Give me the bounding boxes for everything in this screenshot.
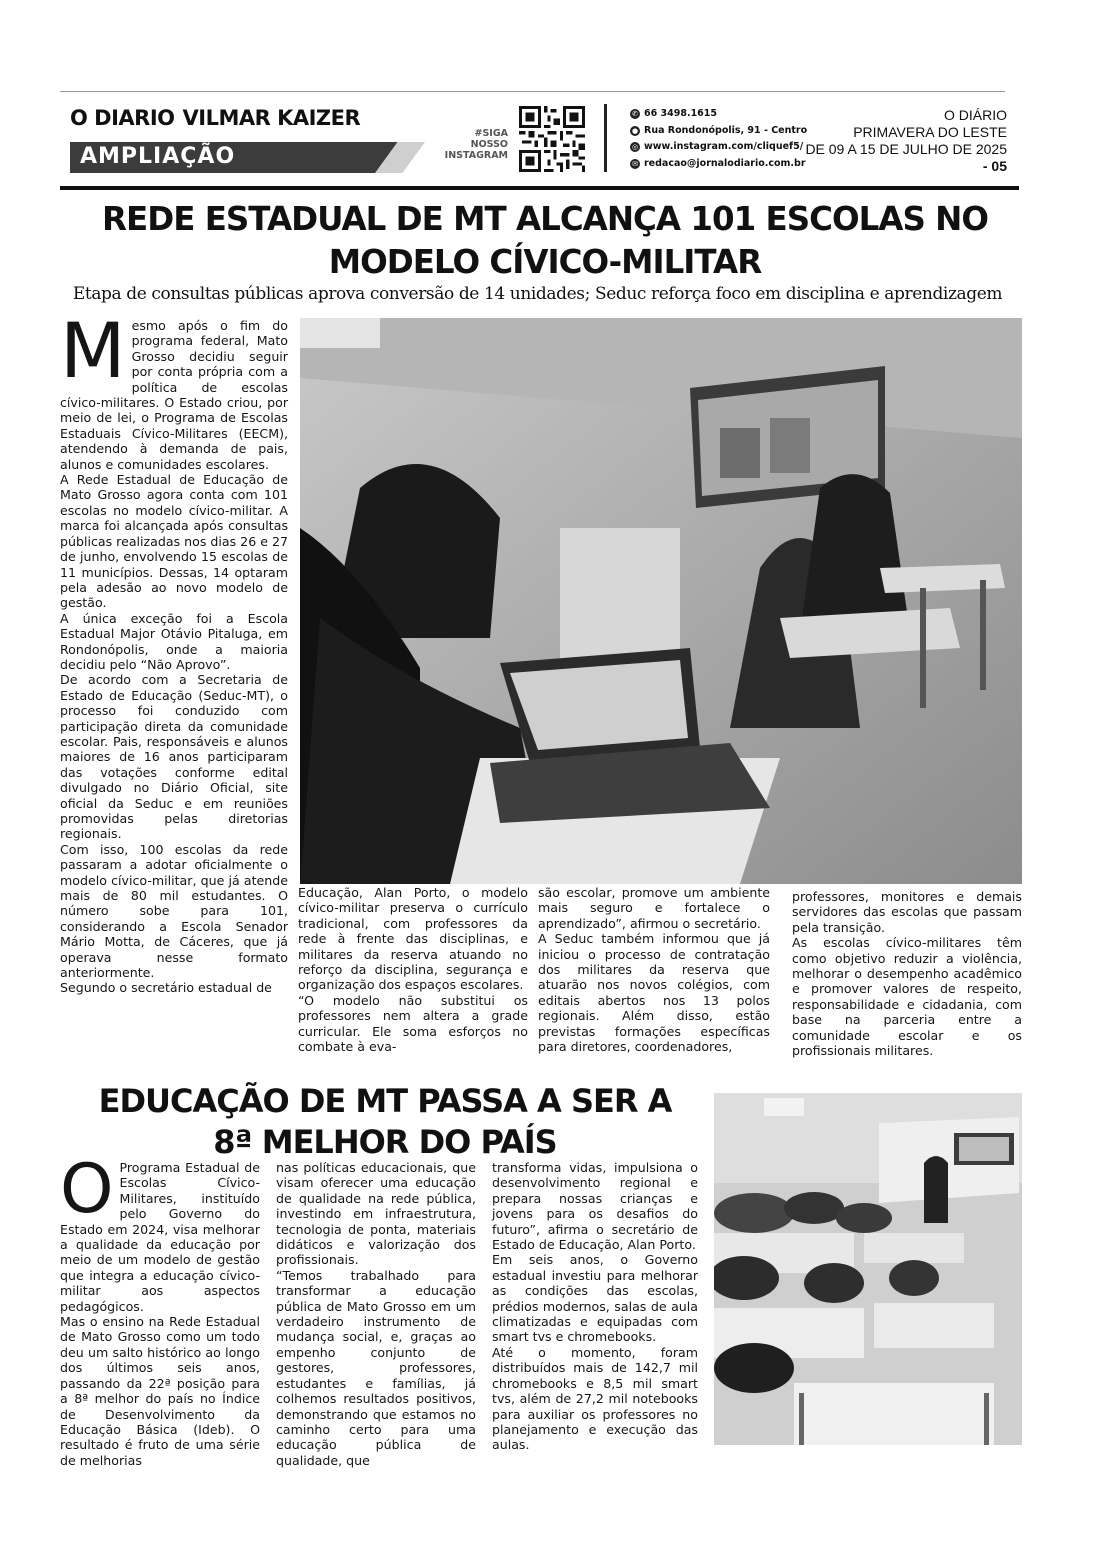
article2-headline: EDUCAÇÃO DE MT PASSA A SER A 8ª MELHOR DO PAÍS — [98, 1082, 672, 1161]
qr-code-icon[interactable] — [519, 106, 585, 172]
classroom-lecture-photo — [714, 1093, 1022, 1445]
article2-column-1 — [60, 1150, 260, 1468]
newspaper-name: O DIARIO — [70, 106, 175, 130]
contact-email[interactable]: ✉ redacao@jornalodiario.com.br — [630, 156, 807, 173]
article1-column-1 — [60, 306, 288, 1063]
article2-column-2 — [276, 1160, 476, 1468]
contact-address: ● Rua Rondonópolis, 91 - Centro — [631, 124, 808, 136]
article1-column-3 — [538, 885, 770, 1054]
instagram-callout: #SIGA NOSSO INSTAGRAM — [444, 128, 508, 161]
article2-col2-text: nas políticas educacionais, que visam oferecer uma educação de qualidade na rede pública, investindo em infraestrutura, tecnologia de ponta, materiais didáticos e valorização dos profissionais. “Temos trabalhado para transformar a educação pública de Mato Grosso em um verdadeiro instrumento de mudança social, e, graças ao empenho conjunto de gestores, professores, estudantes e famílias, já colhemos resultados positivos, demonstrando que estamos no caminho certo para uma educação pública de qualidade, que — [276, 1160, 476, 1468]
article2-col1-text: Programa Estadual de Escolas Cívico-Militares, instituído pelo Governo do Estado em 2024, visa melhorar a qualidade da educação por meio de um modelo de gestão que integra a educação cívico-militar aos aspectos pedagógicos. Mas o ensino na Rede Estadual de Mato Grosso como um todo deu um salto histórico ao longo dos últimos seis anos, passando da 22ª posição para a 8ª melhor do país no Índice de Desenvolvimento da Educação Básica (Ideb). O resultado é fruto de uma série de melhorias — [60, 1160, 260, 1468]
dateline: O DIÁRIO PRIMAVERA DO LESTE DE 09 A 15 DE JULHO DE 2025 - 05 — [805, 107, 1007, 174]
classroom-laptops-photo — [300, 318, 1022, 884]
header-divider — [604, 104, 607, 172]
article1-dropcap: M — [60, 306, 126, 395]
article1-column-2 — [298, 885, 528, 1054]
article1-col1-text: esmo após o fim do programa federal, Mato Grosso decidiu seguir por conta própria com a política de escolas cívico-militares. O Estado criou, por meio de lei, o Programa de Escolas Estaduais Cívico-Militares (EECM), atendendo à demanda de pais, alunos e comunidades escolares. A Rede Estadual de Educação de Mato Grosso agora conta com 101 escolas no modelo cívico-militar. A marca foi alcançada após consultas públicas realizadas nos dias 26 e 27 de junho, envolvendo 15 escolas de 11 municípios. Dessas, 14 optaram pela adesão ao novo modelo de gestão. A única exceção foi a Escola Estadual Major Otávio Pitaluga, em Rondonópolis, onde a maioria decidiu pelo “Não Aprovo”. De acordo com a Secretaria de Estado de Educação (Seduc-MT), o processo foi conduzido com participação direta da comunidade escolar. Pais, responsáveis e alunos maiores de 16 anos participaram das votações conforme edital divulgado no Diário Oficial, site oficial da Seduc e em reuniões promovidas pelas diretorias regionais. Com isso, 100 escolas da rede passaram a adotar oficialmente o modelo cívico-militar, que já atende mais de 80 mil estudantes. O número sobe para 101, considerando a Escola Senador Mário Motta, de Cáceres, que já operava nesse formato anteriormente. Segundo o secretário estadual de — [60, 318, 288, 996]
contact-instagram[interactable]: ◎ www.instagram.com/cliquef5/ — [631, 141, 804, 152]
location-pin-icon: ● — [631, 126, 639, 135]
article1-headline: REDE ESTADUAL DE MT ALCANÇA 101 ESCOLAS NO MODELO CÍVICO-MILITAR — [101, 200, 989, 281]
article1-subheadline: Etapa de consultas públicas aprova conversão de 14 unidades; Seduc reforça foco em disciplina e aprendizagem — [72, 284, 1003, 304]
header-rule — [60, 186, 1019, 190]
article1-col2-text: Educação, Alan Porto, o modelo cívico-militar preserva o currículo tradicional, com professores da rede à frente das disciplinas, e militares da reserva atuando no reforço da disciplina, segurança e organização dos espaços escolares. “O modelo não substitui os professores nem altera a grade curricular. Ele soma esforços no combate à eva- — [298, 885, 528, 1055]
page-number: - 05 — [982, 158, 1007, 174]
article1-col4-text: professores, monitores e demais servidores das escolas que passam pela transição. As escolas cívico-militares têm como objetivo reduzir a violência, melhorar o desempenho acadêmico e promover valores de respeito, responsabilidade e cidadania, com base na parceria entre a comunidade escolar e os profissionais militares. — [792, 889, 1022, 1059]
instagram-icon: ◎ — [631, 143, 639, 152]
article2-col3-text: transforma vidas, impulsiona o desenvolvimento regional e prepara nossas crianças e jovens para os desafios do futuro”, afirma o secretário de Estado de Educação, Alan Porto. Em seis anos, o Governo estadual investiu para melhorar as condições das escolas, prédios modernos, salas de aula climatizadas e equipadas com smart tvs e chromebooks. Até o momento, foram distribuídos mais de 142,7 mil chromebooks e 8,5 mil smart tvs, além de 27,2 mil notebooks para auxiliar os professores no planejamento e execução das aulas. — [492, 1160, 698, 1453]
masthead — [70, 106, 360, 130]
section-label: AMPLIAÇÃO — [80, 144, 236, 169]
article2-column-3 — [492, 1160, 698, 1453]
article2-dropcap: O — [60, 1150, 114, 1229]
columnist-name: VILMAR KAIZER — [182, 106, 361, 130]
contact-list — [630, 106, 807, 172]
top-rule — [60, 91, 1005, 92]
article1-col3-text: são escolar, promove um ambiente mais seguro e fortalece o aprendizado”, afirmou o secretário. A Seduc também informou que já iniciou o processo de contratação dos militares da reserva que atuarão nos novos colégios, com editais abertos nos 13 polos regionais. Além disso, estão previstas formações específicas para diretores, coordenadores, — [538, 885, 770, 1055]
contact-phone: ✆ 66 3498.1615 — [630, 106, 807, 123]
email-icon: ✉ — [630, 159, 640, 169]
article1-column-4 — [792, 889, 1022, 1058]
whatsapp-icon: ✆ — [630, 109, 640, 119]
section-banner — [70, 142, 425, 173]
